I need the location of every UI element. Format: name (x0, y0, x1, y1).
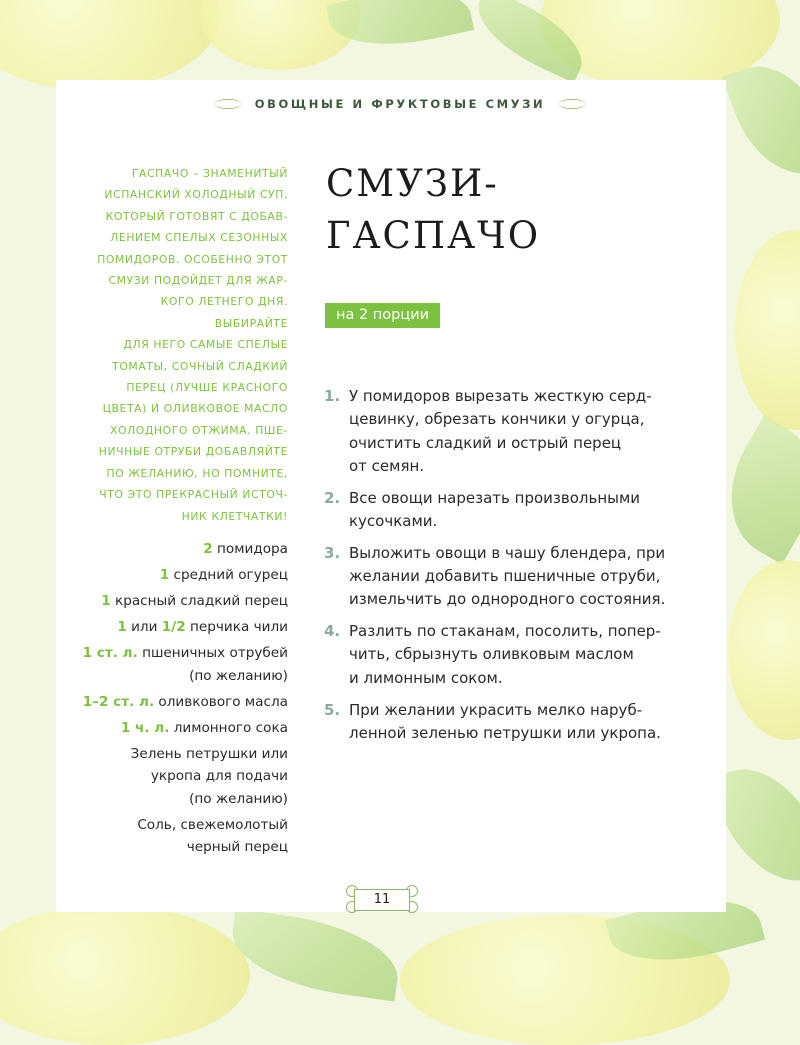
flourish-right-icon (558, 99, 586, 109)
flourish-left-icon (214, 99, 242, 109)
step-text-line: Все овощи нарезать произвольными (349, 488, 641, 507)
intro-line: ГАСПАЧО – ЗНАМЕНИТЫЙ (131, 167, 288, 180)
ingredient-name: или (126, 619, 162, 635)
step-item (324, 487, 684, 534)
step-number: 2. (324, 488, 341, 507)
leaf-illustration-bottom-center (226, 909, 404, 1002)
ingredient-line (60, 717, 288, 740)
intro-line: НИК КЛЕТЧАТКИ! (181, 509, 288, 523)
step-text-line: У помидоров вырезать жесткую серд- (349, 387, 652, 405)
step-item (324, 620, 684, 690)
ingredient-line (60, 743, 288, 766)
ingredient-continuation: (по желанию) (189, 790, 288, 807)
ingredient-item (60, 616, 288, 639)
intro-line: ПОМИДОРОВ. ОСОБЕННО ЭТОТ (97, 252, 288, 266)
ingredient-item (60, 743, 288, 811)
step-number: 5. (324, 700, 341, 719)
ingredients-list (60, 538, 288, 862)
steps-list (324, 385, 684, 754)
step-text-line: При желании украсить мелко наруб- (349, 700, 643, 719)
ingredient-line (60, 538, 288, 561)
recipe-title (326, 158, 540, 262)
intro-line: СМУЗИ ПОДОЙДЕТ ДЛЯ ЖАР- (108, 274, 288, 288)
intro-line: ЦВЕТА) И ОЛИВКОВОЕ МАСЛО (102, 402, 288, 416)
step-text-line: кусочками. (349, 511, 438, 530)
ingredient-quantity: 1/2 (161, 619, 186, 635)
intro-line: ЛЕНИЕМ СПЕЛЫХ СЕЗОННЫХ (110, 231, 288, 245)
ingredient-item (60, 590, 288, 613)
ingredient-item (60, 538, 288, 561)
ingredient-quantity: 2 (203, 541, 213, 557)
page-number-frame (346, 885, 418, 913)
ingredient-item (60, 814, 288, 859)
lemon-illustration-right-1 (735, 230, 800, 430)
lemon-illustration-top-left (0, 0, 220, 90)
step-number: 3. (324, 543, 341, 562)
intro-line: КОГО ЛЕТНЕГО ДНЯ. ВЫБИРАЙТЕ (160, 295, 288, 330)
ingredient-line (60, 564, 288, 587)
ingredient-quantity: 1–2 ст. л. (82, 693, 155, 710)
ingredient-item (60, 691, 288, 714)
ingredient-continuation: (по желанию) (189, 667, 288, 684)
intro-line: НИЧНЫЕ ОТРУБИ ДОБАВЛЯЙТЕ (98, 445, 288, 459)
page-number: 11 (354, 889, 410, 911)
ingredient-name: средний огурец (169, 567, 288, 583)
step-text-line: Выложить овощи в чашу блендера, при (349, 543, 666, 562)
ingredient-line (60, 642, 288, 665)
lemon-illustration-bottom-left (0, 905, 250, 1045)
step-text-line: от семян. (349, 456, 425, 475)
ingredient-line (60, 814, 288, 837)
servings-badge: на 2 порции (325, 303, 440, 328)
ingredient-name: оливкового масла (154, 693, 288, 710)
step-text-line: желании добавить пшеничные отруби, (349, 567, 661, 586)
ingredient-line (60, 590, 288, 613)
intro-line: ПЕРЕЦ (ЛУЧШЕ КРАСНОГО (126, 381, 288, 395)
ingredient-continuation: черный перец (186, 839, 288, 855)
ingredient-name: пшеничных отрубей (137, 645, 288, 661)
ingredient-quantity: 1 ч. л. (120, 719, 170, 736)
step-number: 1. (324, 387, 341, 405)
step-text-line: и лимонным соком. (349, 668, 503, 687)
ingredient-line (60, 616, 288, 639)
intro-text (88, 163, 288, 527)
lemon-illustration-right-2 (728, 560, 800, 740)
ingredient-line (60, 691, 288, 714)
ingredient-quantity: 1 (159, 567, 170, 583)
intro-line: ХОЛОДНОГО ОТЖИМА. ПШЕ- (109, 423, 288, 437)
ingredient-name: Зелень петрушки или (130, 745, 288, 762)
step-item (324, 542, 684, 612)
intro-line: КОТОРЫЙ ГОТОВЯТ С ДОБАВ- (105, 209, 288, 223)
running-header (0, 93, 800, 112)
step-text-line: Разлить по стаканам, посолить, попер- (349, 622, 661, 641)
ingredient-continuation: укропа для подачи (150, 768, 288, 784)
ingredient-item (60, 564, 288, 587)
step-item (324, 699, 684, 746)
ingredient-item (60, 642, 288, 687)
recipe-title-line-1: СМУЗИ- (326, 162, 499, 205)
ingredient-name: помидора (212, 541, 288, 557)
step-text-line: измельчить до однородного состояния. (349, 590, 666, 609)
intro-line: ТОМАТЫ, СОЧНЫЙ СЛАДКИЙ (112, 359, 288, 373)
section-title: ОВОЩНЫЕ И ФРУКТОВЫЕ СМУЗИ (254, 97, 546, 111)
ingredient-quantity: 1 (101, 593, 111, 609)
step-item (324, 385, 684, 478)
step-number: 4. (324, 622, 341, 641)
step-text-line: очистить сладкий и острый перец (349, 433, 622, 452)
ingredient-name: перчика чили (185, 619, 288, 635)
ingredient-item (60, 717, 288, 740)
step-text-line: ленной зеленью петрушки или укропа. (349, 723, 661, 742)
intro-line: ДЛЯ НЕГО САМЫЕ СПЕЛЫЕ (123, 338, 288, 352)
recipe-title-line-2: ГАСПАЧО (326, 214, 541, 257)
intro-line: ЧТО ЭТО ПРЕКРАСНЫЙ ИСТОЧ- (99, 488, 288, 502)
step-text-line: цевинку, обрезать кончики у огурца, (349, 410, 645, 429)
ingredient-quantity: 1 (117, 619, 127, 635)
intro-line: ИСПАНСКИЙ ХОЛОДНЫЙ СУП, (104, 188, 288, 202)
ingredient-name: лимонного сока (169, 719, 288, 736)
intro-line: ПО ЖЕЛАНИЮ, НО ПОМНИТЕ, (106, 466, 288, 480)
step-text-line: чить, сбрызнуть оливковым маслом (349, 645, 634, 664)
ingredient-quantity: 1 ст. л. (82, 645, 138, 661)
ingredient-name: Соль, свежемолотый (137, 816, 288, 833)
leaf-illustration-top (326, 0, 474, 59)
ingredient-name: красный сладкий перец (110, 593, 288, 609)
